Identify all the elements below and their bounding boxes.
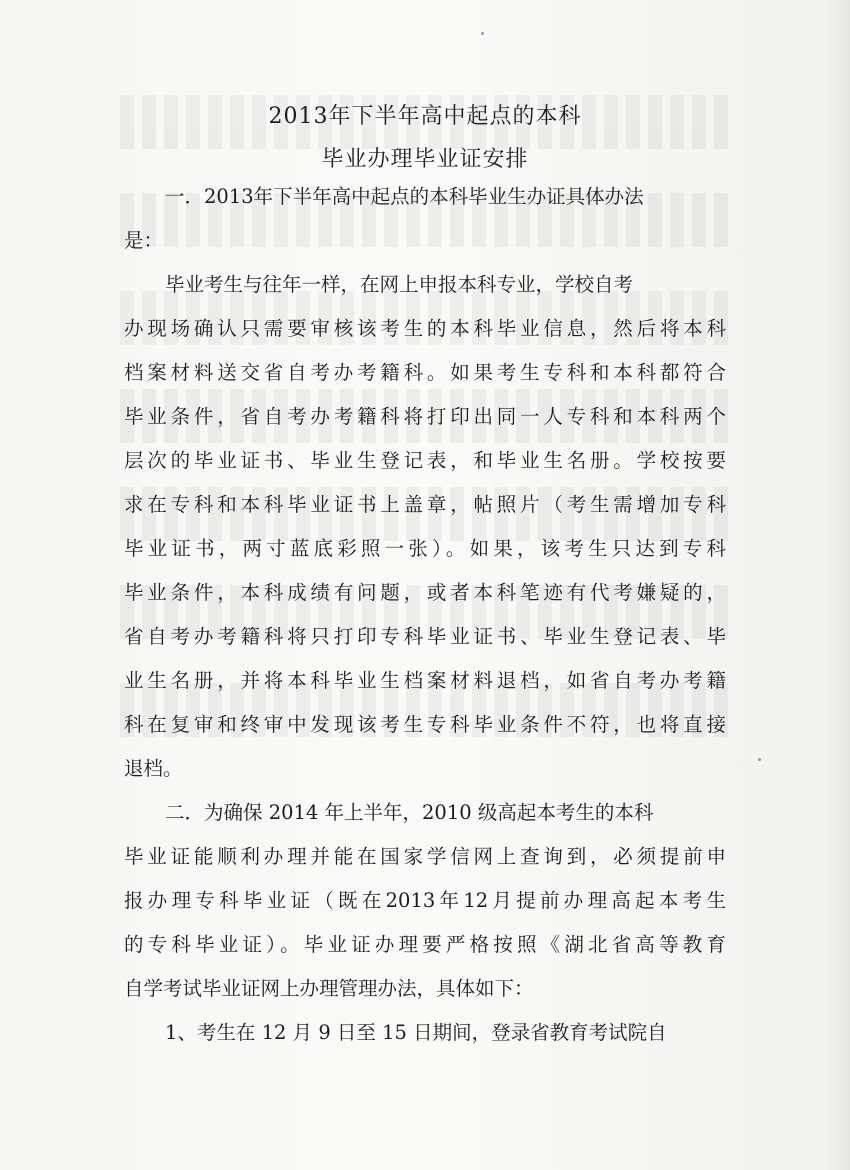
body-line: 毕业考生与往年一样，在网上申报本科专业，学校自考 [165, 273, 634, 296]
body-line: 毕业条件，省自考办考籍科将打印出同一人专科和本科两个 [124, 405, 726, 428]
body-line: 层次的毕业证书、毕业生登记表，和毕业生名册。学校按要 [124, 449, 726, 472]
section-2-heading: 二．为确保 2014 年上半年，2010 级高起本考生的本科 [165, 801, 654, 824]
body-line: 办现场确认只需要审核该考生的本科毕业信息，然后将本科 [124, 317, 726, 340]
body-line: 求在专科和本科毕业证书上盖章，帖照片（考生需增加专科 [124, 493, 726, 516]
list-item-1: 1、考生在 12 月 9 日至 15 日期间，登录省教育考试院自 [165, 1021, 667, 1044]
scan-edge-shadow [828, 0, 850, 1170]
scan-speck [758, 758, 761, 761]
document-title-line-1: 2013年下半年高中起点的本科 [268, 104, 582, 129]
body-line: 的专科毕业证）。毕业证办理要严格按照《湖北省高等教育 [124, 933, 726, 956]
section-1-heading: 一．2013年下半年高中起点的本科毕业生办证具体办法 [165, 185, 644, 208]
body-line: 退档。 [124, 757, 183, 780]
body-line: 省自考办考籍科将只打印专科毕业证书、毕业生登记表、毕 [124, 625, 726, 648]
document-title-line-2: 毕业办理毕业证安排 [321, 147, 529, 172]
body-line: 业生名册，并将本科毕业生档案材料退档，如省自考办考籍 [124, 669, 726, 692]
body-line: 科在复审和终审中发现该考生专科毕业条件不符，也将直接 [124, 713, 726, 736]
body-line: 自学考试毕业证网上办理管理办法，具体如下： [124, 977, 534, 1000]
body-line: 档案材料送交省自考办考籍科。如果考生专科和本科都符合 [124, 361, 726, 384]
body-line: 毕业证能顺利办理并能在国家学信网上查询到，必须提前申 [124, 845, 726, 868]
body-line: 是： [124, 229, 164, 252]
body-line: 毕业证书，两寸蓝底彩照一张）。如果，该考生只达到专科 [124, 537, 726, 560]
body-line: 毕业条件，本科成绩有问题，或者本科笔迹有代考嫌疑的， [124, 581, 726, 604]
scan-speck [481, 32, 484, 35]
body-line: 报办理专科毕业证（既在2013年12月提前办理高起本考生 [124, 889, 726, 912]
